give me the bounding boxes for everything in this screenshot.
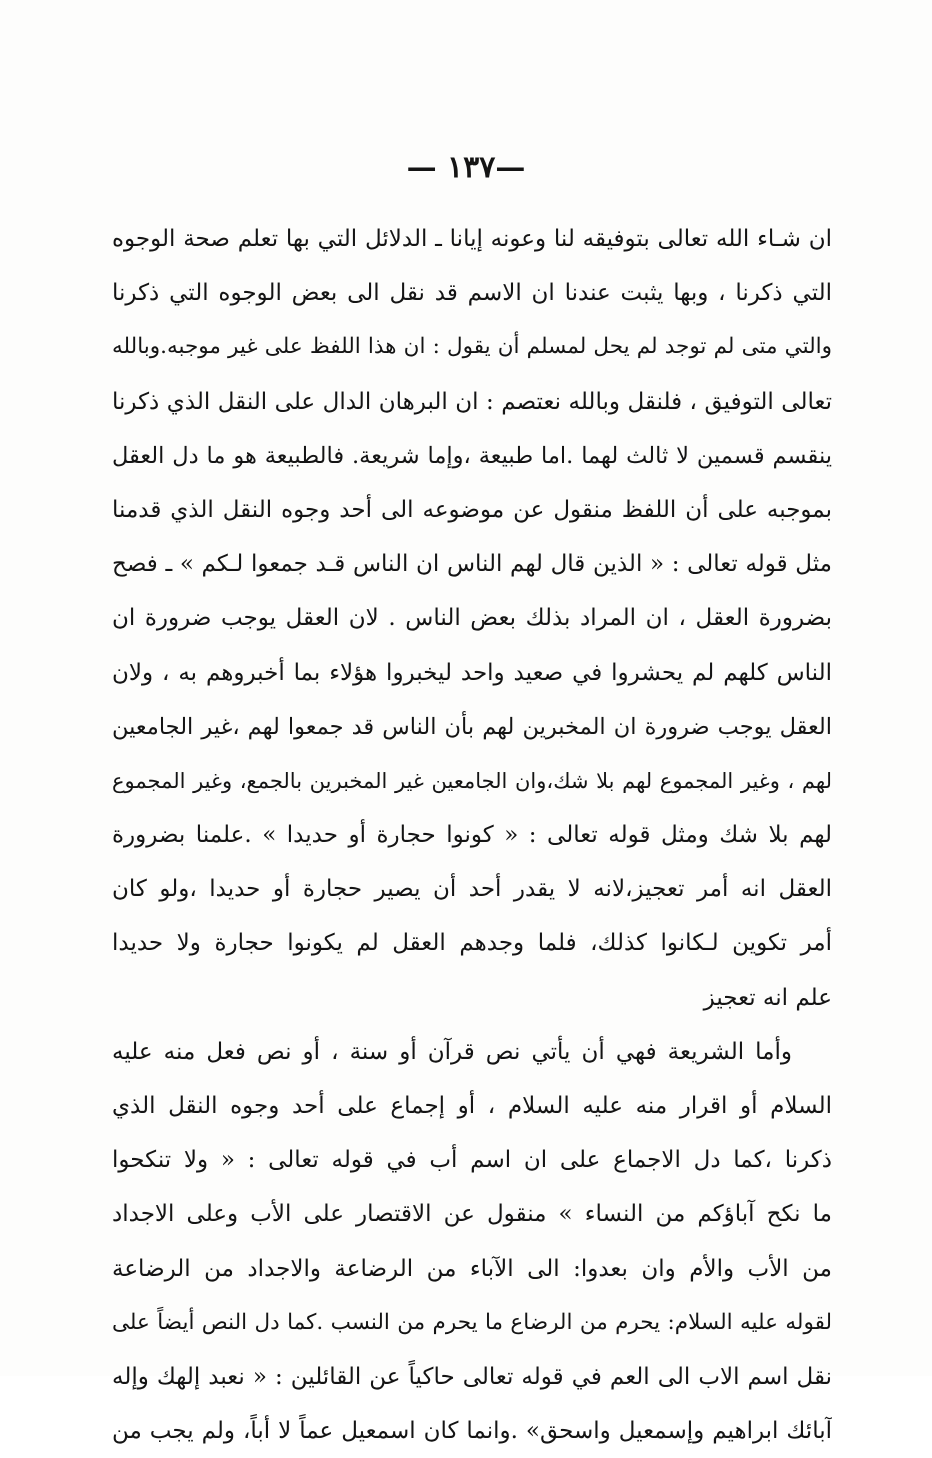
page-number: —١٣٧ — xyxy=(406,150,526,185)
text-line: ينقسم قسمين لا ثالث لهما .اما طبيعة ،وإما شريعة. فالطبيعة هو ما دل العقل xyxy=(112,442,832,469)
text-line: آبائك ابراهيم وإسمعيل واسحق» .وانما كان اسمعيل عماً لا أباً، ولم يجب من xyxy=(112,1418,832,1445)
body-text xyxy=(112,212,832,1458)
text-line: الناس كلهم لم يحشروا في صعيد واحد ليخبروا هؤلاء بما أخبروهم به ، ولان xyxy=(112,659,832,686)
text-line: لقوله عليه السلام: يحرم من الرضاع ما يحرم من النسب .كما دل النص أيضاً على xyxy=(112,1309,832,1335)
text-line: لهم ، وغير المجموع لهم بلا شك،وان الجامعين غير المخبرين بالجمع، وغير المجموع xyxy=(112,768,832,793)
text-line: السلام أو اقرار منه عليه السلام ، أو إجماع على أحد وجوه النقل الذي xyxy=(112,1093,832,1119)
paragraph-start-line: وأما الشريعة فهي أن يأتي نص قرآن أو سنة ، أو نص فعل منه عليه xyxy=(112,1038,792,1065)
paragraph-end-line: علم انه تعجيز xyxy=(703,984,832,1011)
text-line: بضرورة العقل ، ان المراد بذلك بعض الناس . لان العقل يوجب ضرورة ان xyxy=(112,605,832,632)
text-line: من الأب والأم وان بعدوا: الى الآباء من الرضاعة والاجداد من الرضاعة xyxy=(112,1255,832,1282)
text-line: والتي متى لم توجد لم يحل لمسلم أن يقول : ان هذا اللفظ على غير موجبه.وبالله xyxy=(112,334,832,360)
text-line: ان شـاء الله تعالى بتوفيقه لنا وعونه إيانا ـ الدلائل التي بها تعلم صحة الوجوه xyxy=(112,226,832,252)
text-line: العقل انه أمر تعجيز،لانه لا يقدر أحد أن يصير حجارة أو حديدا ،ولو كان xyxy=(112,876,832,903)
text-line: بموجبه على أن اللفظ منقول عن موضوعه الى أحد وجوه النقل الذي قدمنا xyxy=(112,496,832,523)
text-line: التي ذكرنا ، وبها يثبت عندنا ان الاسم قد نقل الى بعض الوجوه التي ذكرنا xyxy=(112,280,832,307)
text-line: أمر تكوين لـكانوا كذلك، فلما وجدهم العقل لم يكونوا حجارة ولا حديدا xyxy=(112,930,832,957)
text-line: العقل يوجب ضرورة ان المخبرين لهم بأن الناس قد جمعوا لهم ،غير الجامعين xyxy=(112,713,832,740)
text-line: نقل اسم الاب الى العم في قوله تعالى حاكياً عن القائلين : « نعبد إلهك وإله xyxy=(112,1363,832,1390)
text-line: ذكرنا ،كما دل الاجماع على ان اسم أب في قوله تعالى : « ولا تنكحوا xyxy=(112,1147,832,1174)
text-line: مثل قوله تعالى : « الذين قال لهم الناس ان الناس قـد جمعوا لـكم » ـ فصح xyxy=(112,551,832,578)
text-line: ما نكح آباؤكم من النساء » منقول عن الاقتصار على الأب وعلى الاجداد xyxy=(112,1201,832,1228)
text-line: تعالى التوفيق ، فلنقل وبالله نعتصم : ان البرهان الدال على النقل الذي ذكرنا xyxy=(112,388,832,415)
text-line: لهم بلا شك ومثل قوله تعالى : « كونوا حجارة أو حديدا » .علمنا بضرورة xyxy=(112,822,832,849)
